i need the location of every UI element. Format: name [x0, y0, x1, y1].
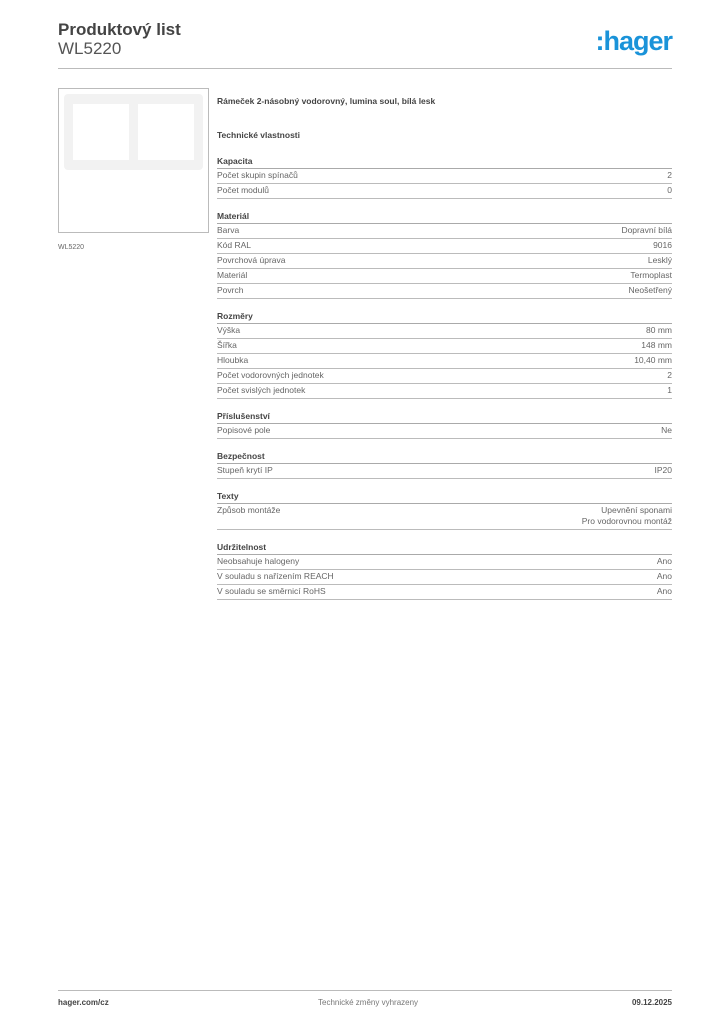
hager-logo: :hager	[595, 26, 672, 56]
spec-label: Povrchová úprava	[217, 255, 286, 265]
section-title: Bezpečnost	[217, 450, 672, 464]
spec-label: Výška	[217, 325, 241, 335]
spec-value	[630, 270, 672, 281]
frame-opening	[138, 104, 194, 160]
spec-value-line: Lesklý	[647, 255, 672, 265]
spec-row	[217, 555, 672, 570]
spec-row	[217, 384, 672, 399]
section-title: Materiál	[217, 210, 672, 224]
spec-section	[217, 450, 672, 479]
spec-value-line: 80 mm	[646, 325, 672, 335]
spec-value	[657, 586, 672, 597]
spec-value	[629, 285, 672, 296]
spec-row	[217, 324, 672, 339]
section-title: Texty	[217, 490, 672, 504]
spec-value-line: 148 mm	[641, 340, 672, 350]
section-title: Příslušenství	[217, 410, 672, 424]
spec-value-line: IP20	[654, 465, 672, 475]
footer-divider	[58, 990, 672, 991]
spec-label: Neobsahuje halogeny	[217, 556, 300, 566]
spec-value	[655, 465, 673, 476]
spec-label: V souladu s nařízením REACH	[217, 571, 334, 581]
spec-value	[648, 255, 672, 266]
spec-label: Barva	[217, 225, 240, 235]
spec-section	[217, 541, 672, 600]
spec-section	[217, 310, 672, 399]
spec-section	[217, 490, 672, 530]
spec-value-line: Ano	[656, 586, 672, 596]
section-title: Kapacita	[217, 155, 672, 169]
spec-value-line: Ne	[661, 425, 672, 435]
spec-value-line: 1	[667, 385, 672, 395]
spec-value-line: Neošetřený	[628, 285, 672, 295]
spec-label: Počet vodorovných jednotek	[217, 370, 324, 380]
spec-row	[217, 224, 672, 239]
spec-section	[217, 410, 672, 439]
spec-value	[582, 505, 672, 527]
spec-label: Počet skupin spínačů	[217, 170, 298, 180]
spec-label: Stupeň krytí IP	[217, 465, 273, 475]
spec-row	[217, 585, 672, 600]
product-code: WL5220	[58, 39, 122, 58]
section-title: Udržitelnost	[217, 541, 672, 555]
image-caption: WL5220	[58, 244, 85, 251]
spec-value	[667, 370, 672, 381]
spec-row	[217, 504, 672, 530]
spec-value-line: 2	[667, 170, 672, 180]
spec-row	[217, 424, 672, 439]
spec-row	[217, 239, 672, 254]
header-divider	[58, 68, 672, 69]
spec-label: Počet modulů	[217, 185, 269, 195]
spec-value	[653, 240, 672, 251]
spec-row	[217, 284, 672, 299]
spec-value-line: Ano	[656, 571, 672, 581]
spec-row	[217, 464, 672, 479]
spec-value	[634, 355, 672, 366]
spec-label: Povrch	[217, 285, 244, 295]
page-title: Produktový list	[58, 20, 181, 39]
spec-value-line: Ano	[656, 556, 672, 566]
tech-heading: Technické vlastnosti	[217, 130, 300, 140]
spec-row	[217, 169, 672, 184]
footer-website[interactable]: hager.com/cz	[58, 998, 109, 1007]
spec-row	[217, 269, 672, 284]
spec-label: Hloubka	[217, 355, 249, 365]
spec-label: Popisové pole	[217, 425, 271, 435]
spec-value-line: 9016	[653, 240, 672, 250]
section-title: Rozměry	[217, 310, 672, 324]
footer-date: 09.12.2025	[631, 998, 672, 1007]
spec-value-line: Pro vodorovnou montáž	[581, 516, 672, 526]
spec-value-line: Dopravní bílá	[621, 225, 672, 235]
product-description: Rámeček 2-násobný vodorovný, lumina soul, bílá lesk	[217, 96, 436, 106]
spec-sections	[217, 155, 672, 600]
spec-label: Počet svislých jednotek	[217, 385, 306, 395]
spec-value	[646, 325, 672, 336]
spec-value	[621, 225, 672, 236]
spec-value-line: 10,40 mm	[634, 355, 672, 365]
spec-value-line: 0	[667, 185, 672, 195]
spec-value	[661, 425, 672, 436]
spec-value	[667, 170, 672, 181]
spec-value-line: Termoplast	[630, 270, 672, 280]
spec-row	[217, 570, 672, 585]
frame-picture	[64, 94, 203, 170]
footer-note: Technické změny vyhrazeny	[318, 998, 419, 1007]
spec-label: Šířka	[217, 340, 237, 350]
spec-section	[217, 155, 672, 199]
spec-value	[657, 571, 672, 582]
spec-label: Kód RAL	[217, 240, 252, 250]
spec-value-line: Upevnění sponami	[601, 505, 672, 515]
product-details	[217, 96, 672, 600]
spec-value	[667, 185, 672, 196]
spec-label: V souladu se směrnicí RoHS	[217, 586, 326, 596]
product-image	[58, 88, 209, 233]
spec-section	[217, 210, 672, 299]
spec-value	[667, 385, 672, 396]
frame-opening	[73, 104, 129, 160]
spec-value	[657, 556, 672, 567]
spec-row	[217, 354, 672, 369]
spec-label: Způsob montáže	[217, 505, 281, 515]
spec-row	[217, 254, 672, 269]
spec-row	[217, 369, 672, 384]
spec-label: Materiál	[217, 270, 248, 280]
spec-value-line: 2	[667, 370, 672, 380]
spec-row	[217, 184, 672, 199]
spec-row	[217, 339, 672, 354]
spec-value	[641, 340, 672, 351]
